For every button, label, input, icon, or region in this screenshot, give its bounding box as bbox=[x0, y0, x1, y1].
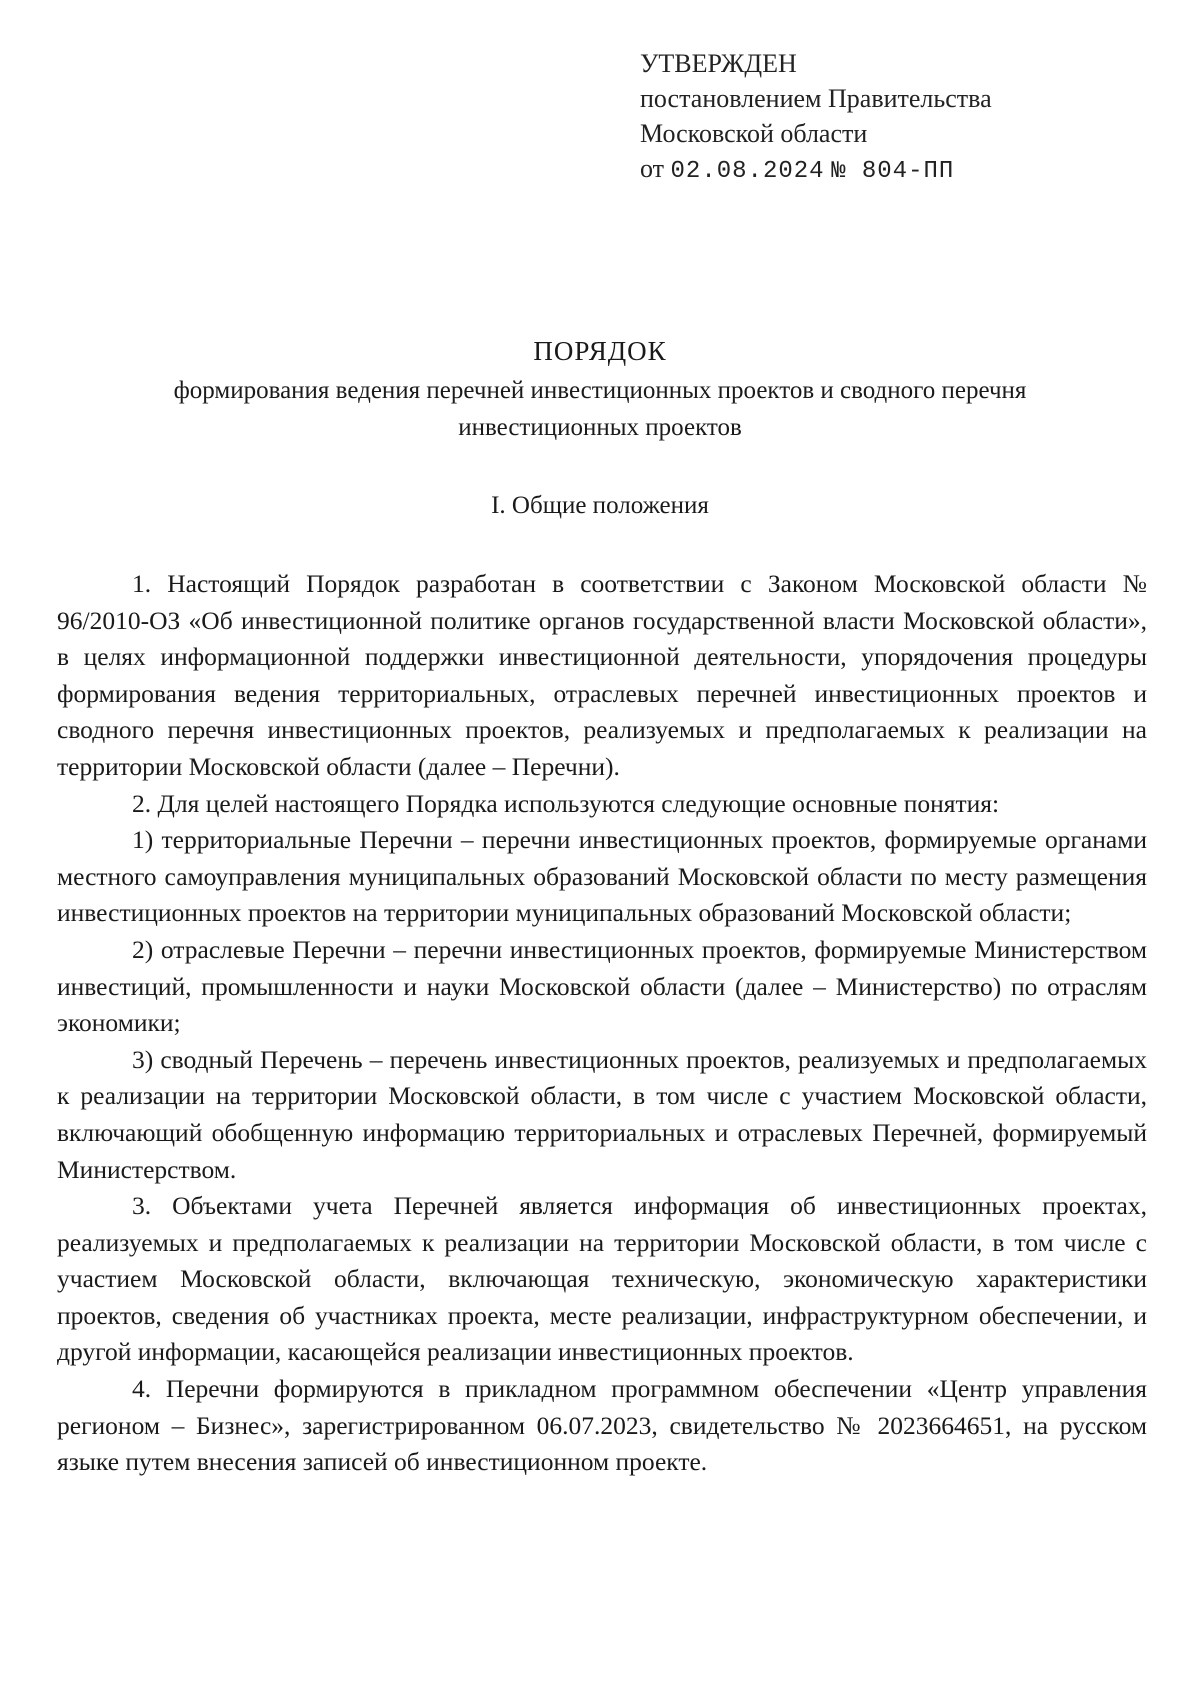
document-body bbox=[57, 566, 1147, 1481]
definition-item-2: 2) отраслевые Перечни – перечни инвестиционных проектов, формируемые Министерством инвестиций, промышленности и науки Московской области (далее – Министерство) по отраслям экономики; bbox=[57, 934, 1147, 1038]
approval-line-1: постановлением Правительства bbox=[640, 84, 992, 113]
paragraph-2: 2. Для целей настоящего Порядка используются следующие основные понятия: bbox=[132, 788, 1000, 818]
paragraph-1: 1. Настоящий Порядок разработан в соответствии с Законом Московской области № 96/2010-ОЗ «Об инвестиционной политике органов государственной власти Московской области», в целях информационной поддержки инвестиционной деятельности, упорядочения процедуры формирования ведения территориальных, отраслевых перечней инвестиционных проектов и сводного перечня инвестиционных проектов, реализуемых и предполагаемых к реализации на территории Московской области (далее – Перечни). bbox=[57, 569, 1147, 781]
approval-line-2: Московской области bbox=[640, 119, 868, 148]
paragraph-3: 3. Объектами учета Перечней является информация об инвестиционных проектах, реализуемых и предполагаемых к реализации на территории Московской области, в том числе с участием Московской области, включающая техническую, экономическую характеристики проектов, сведения об участниках проекта, месте реализации, инфраструктурном обеспечении, и другой информации, касающейся реализации инвестиционных проектов. bbox=[57, 1191, 1147, 1367]
approval-date: 02.08.2024 bbox=[670, 158, 825, 185]
approval-date-line bbox=[640, 151, 992, 189]
section-title: I. Общие положения bbox=[491, 492, 709, 519]
document-subtitle: формирования ведения перечней инвестиционных проектов и сводного перечня инвестиционных проектов bbox=[173, 377, 1027, 441]
approval-heading: УТВЕРЖДЕН bbox=[640, 49, 797, 78]
approval-stamp bbox=[640, 46, 992, 189]
definition-item-1: 1) территориальные Перечни – перечни инвестиционных проектов, формируемые органами местного самоуправления муниципальных образований Московской области по месту размещения инвестиционных проектов на территории муниципальных образований Московской области; bbox=[57, 825, 1147, 928]
document-title: ПОРЯДОК bbox=[533, 336, 667, 366]
approval-date-prefix: от bbox=[640, 154, 665, 183]
definition-item-3: 3) сводный Перечень – перечень инвестиционных проектов, реализуемых и предполагаемых к реализации на территории Московской области, в том числе с участием Московской области, включающий обобщенную информацию территориальных и отраслевых Перечней, формируемый Министерством. bbox=[57, 1044, 1147, 1184]
approval-number: № 804-ПП bbox=[831, 158, 955, 185]
paragraph-4: 4. Перечни формируются в прикладном программном обеспечении «Центр управления регионом – Бизнес», зарегистрированном 06.07.2023, свидетельство № 2023664651, на русском языке путем внесения записей об инвестиционном проекте. bbox=[57, 1374, 1147, 1477]
